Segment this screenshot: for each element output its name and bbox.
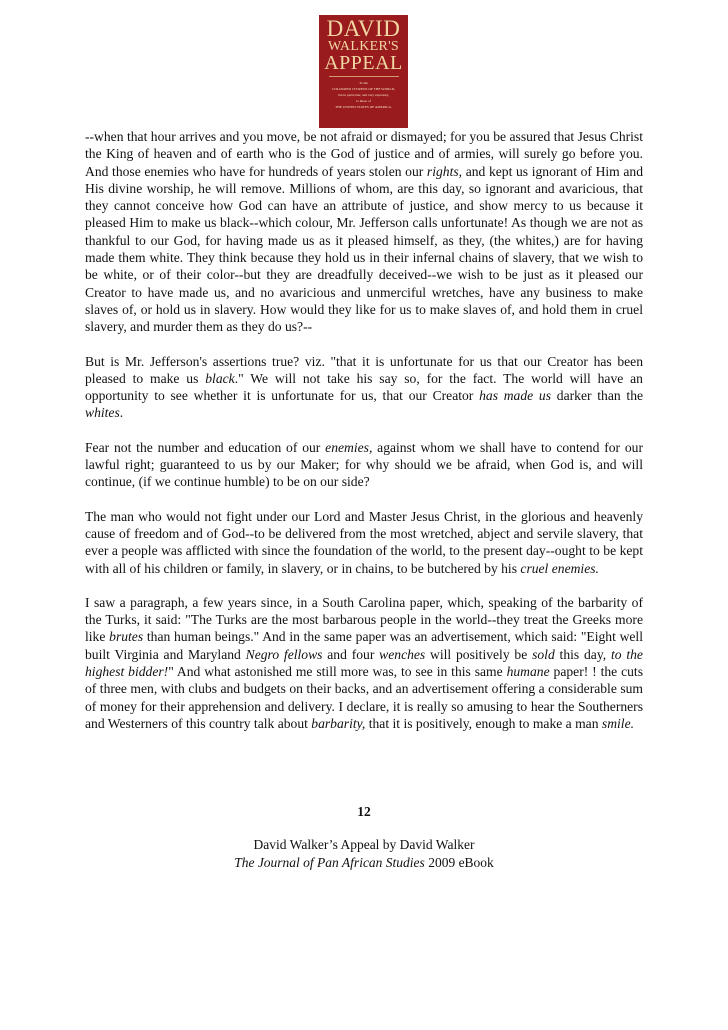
page-footer — [0, 836, 728, 872]
emphasis-text: brutes — [109, 629, 144, 645]
text-segment: and four — [322, 646, 380, 662]
text-segment: " And what astonished me still more was, to see in this same — [168, 664, 507, 680]
emphasis-text: to the highest bidder! — [85, 646, 643, 680]
emphasis-text: barbarity, — [311, 715, 366, 731]
footer-journal-name: The Journal of Pan African Studies — [234, 855, 425, 870]
text-segment: ." We will not take his say so, for the fact. The world will have an opportunity to see whether it is unfortunate for us, that our Creator — [85, 370, 643, 404]
paragraph — [85, 439, 643, 491]
footer-journal-line — [0, 854, 728, 872]
cover-subtitle-line5: THE UNITED STATES OF AMERICA. — [335, 105, 392, 109]
text-segment: and kept us ignorant of Him and His divine worship, he will remove. Millions of whom, are this day, so ignorant and avaricious, that they cannot conceive how God can have an attribute of justice, and show mercy to us because it pleased Him to make us black--which colour, Mr. Jefferson calls unfortunate! As though we are not as thankful to our God, for having made us as it pleased himself, as they, (the whites,) are for having made them white. They think because they hold us in their infernal chains of slavery, that we wish to be white, or of their color--but they are dreadfully deceived--we wish to be just as it pleased our Creator to have made us, and no avaricious and unmerciful wretches, have any business to make slaves of, or hold us in slavery. How would they like for us to make slaves of, and hold them in cruel slavery, and murder them as they do us?-- — [85, 163, 644, 335]
cover-title-line1: DAVID — [326, 16, 401, 41]
text-segment: that it is positively, enough to make a man — [365, 715, 602, 731]
text-segment: Fear not the number and education of our — [85, 439, 326, 455]
emphasis-text: rights, — [426, 163, 463, 179]
footer-edition: 2009 eBook — [424, 855, 494, 870]
text-segment: The man who would not fight under our Lord and Master Jesus Christ, in the glorious and heavenly cause of freedom and of God--to be delivered from the most wretched, abject and servile slavery, that ever a people was afflicted with since the foundation of the world, to the present day--ought to be kept with all of his children or family, in slavery, or in chains, to be butchered by his — [85, 508, 643, 576]
cover-title-line2: WALKER'S — [327, 39, 400, 54]
cover-title-line3: APPEAL — [324, 52, 403, 74]
text-segment: this day, — [554, 646, 611, 662]
page-number: 12 — [357, 804, 371, 819]
emphasis-text: smile. — [601, 715, 634, 731]
cover-subtitle-line3: but in particular, and very expressly, — [338, 93, 389, 97]
text-segment: . — [119, 405, 124, 421]
text-segment: against whom we shall have to contend for our lawful right; guaranteed to us by our Maker; for why should we be afraid, when God is, and will continue, (if we continue humble) to be on our side? — [85, 439, 643, 490]
text-segment: paper! ! the cuts of three men, with clubs and budgets on their backs, and an advertisement offering a considerable sum of money for their apprehension and delivery. I declare, it is really so amusing to hear the Southerners and Westerners of this country talk about — [85, 664, 643, 731]
footer-title: David Walker’s Appeal by David Walker — [253, 837, 475, 852]
text-segment: darker than the — [551, 388, 644, 404]
body-text — [85, 128, 643, 749]
emphasis-text: black — [205, 370, 235, 386]
text-segment: I saw a paragraph, a few years since, in a South Carolina paper, which, speaking of the barbarity of the Turks, it said: "The Turks are the most barbarous people in the world--they treat the Greeks more like — [85, 594, 643, 645]
emphasis-text: sold — [532, 646, 555, 662]
emphasis-text: enemies, — [325, 439, 373, 455]
book-cover-image — [319, 15, 408, 128]
paragraph — [85, 128, 643, 336]
emphasis-text: Negro fellows — [245, 646, 323, 662]
text-segment: will positively be — [425, 646, 533, 662]
cover-divider — [329, 76, 399, 77]
emphasis-text: whites — [85, 405, 120, 421]
paragraph — [85, 594, 643, 732]
text-segment: --when that hour arrives and you move, be not afraid or dismayed; for you be assured that Jesus Christ the King of heaven and of earth who is the God of justice and of armies, will surely go before you. And those enemies who have for hundreds of years stolen our — [85, 129, 643, 179]
paragraph — [85, 508, 643, 577]
cover-subtitle-line1: To the — [359, 81, 368, 85]
emphasis-text: wenches — [379, 646, 426, 662]
cover-subtitle-line4: to those of — [356, 99, 371, 103]
emphasis-text: has made us — [479, 388, 552, 404]
paragraph — [85, 353, 643, 422]
cover-subtitle-line2: COLOURED CITIZENS OF THE WORLD, — [332, 87, 395, 91]
emphasis-text: cruel enemies. — [520, 560, 599, 576]
text-segment: But is Mr. Jefferson's assertions true? viz. "that it is unfortunate for us that our Creator has been pleased to make us — [85, 353, 643, 386]
emphasis-text: humane — [506, 664, 550, 680]
text-segment: than human beings." And in the same paper was an advertisement, which said: "Eight well built Virginia and Maryland — [85, 629, 643, 662]
